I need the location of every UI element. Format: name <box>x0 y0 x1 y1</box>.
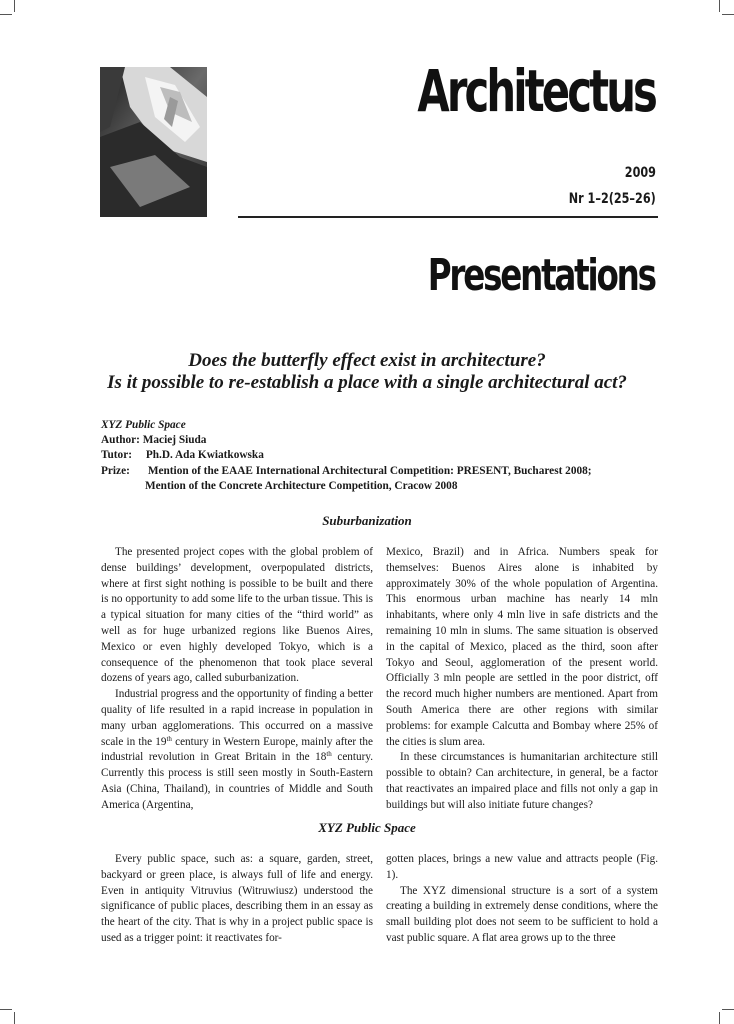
superscript: th <box>326 750 332 759</box>
crop-mark <box>14 0 15 12</box>
main-question <box>0 350 734 394</box>
journal-cover-photo <box>100 67 207 217</box>
suburbanization-right-column <box>386 545 658 814</box>
paragraph: Mexico, Brazil) and in Africa. Numbers speak for themselves: Buenos Aires alone is inhabited by approximately 30% of the whole population of Argentina. This enormous urban machine has nearly 14 mln inhabitants, where only 4 mln live in safe districts and the remaining 10 mln in slums. The same situation is observed in the capital of Mexico, placed as the third, soon after Tokyo and Seoul, agglomeration of the present world. Officially 3 mln people are settled in the poor district, off the record much higher numbers are mentioned. Apart from South America there are other regions with similar problems: for example Calcutta and Bombay where 25% of the cities is slum area. <box>386 546 658 748</box>
crop-mark <box>719 1012 720 1024</box>
journal-year: 2009 <box>624 165 656 181</box>
header-divider <box>238 216 658 218</box>
tutor-name: Ph.D. Ada Kwiatkowska <box>145 449 264 462</box>
tutor-label: Tutor: <box>101 449 132 462</box>
paragraph: The presented project copes with the global problem of dense buildings’ development, overpopulated districts, where at first sight nothing is possible to be built and there is no opportunity to add some life to the urban tissue. This is a typical situation for many cities of the “third world” as well as for huge urbanized regions like Buenos Aires, Mexico or even highly developed Tokyo, which is a consequence of the phenomenon that took place several dozens of years ago, called suburbanization. <box>101 546 373 685</box>
paragraph: Every public space, such as: a square, garden, street, backyard or green place, is always full of life and energy. Even in antiquity Vitruvius (Witruwiusz) understood the significance of public places, describing them in an essay as the heart of the city. That is why in a project public space is used as a trigger point: it reactivates for- <box>101 853 373 944</box>
heading-suburbanization: Suburbanization <box>322 513 412 528</box>
crop-mark <box>0 1009 12 1010</box>
paragraph <box>101 687 373 813</box>
crop-mark <box>722 14 734 15</box>
text-run: century in Western Europe, mainly after the industrial revolution in Great Britain in the 18 <box>101 735 373 764</box>
project-name: XYZ Public Space <box>101 419 186 431</box>
prize-text-1: Mention of the EAAE International Architectural Competition: PRESENT, Bucharest 2008; <box>147 464 592 477</box>
superscript: th <box>166 734 172 743</box>
section-title: Presentations <box>428 250 655 301</box>
heading-public-space: XYZ Public Space <box>318 820 416 835</box>
prize-row <box>101 464 592 479</box>
journal-title: Architectus <box>417 57 655 125</box>
prize-text-2: Mention of the Concrete Architecture Competition, Cracow 2008 <box>145 479 458 492</box>
crop-mark <box>0 14 12 15</box>
crop-mark <box>14 1012 15 1024</box>
public-space-right-column <box>386 852 658 947</box>
crop-mark <box>722 1009 734 1010</box>
author-name: Maciej Siuda <box>142 434 207 447</box>
prize-label: Prize: <box>101 464 130 477</box>
question-line-1: Does the butterfly effect exist in architecture? <box>188 350 546 371</box>
crop-mark <box>719 0 720 12</box>
journal-issue: Nr 1–2(25–26) <box>569 191 656 207</box>
text-run: Industrial progress and the opportunity of finding a better quality of life resulted in a rapid increase in population in many urban agglomerations. This occurred on a massive scale in the 19 <box>101 688 373 748</box>
suburbanization-left-column <box>101 545 373 814</box>
tutor-row <box>101 448 592 463</box>
question-line-2: Is it possible to re-establish a place with a single architectural act? <box>107 372 627 393</box>
project-credits <box>101 418 592 494</box>
author-row <box>101 433 592 448</box>
paragraph: gotten places, brings a new value and attracts people (Fig. 1). <box>386 853 658 881</box>
paragraph: The XYZ dimensional structure is a sort of a system creating a building in extremely dense conditions, where the small building plot does not seem to be sufficient to hold a vast public square. A flat area grows up to the three <box>386 884 658 944</box>
public-space-left-column <box>101 852 373 947</box>
paragraph: In these circumstances is humanitarian architecture still possible to obtain? Can architecture, in general, be a factor that reactivates an impaired place and fills not only a gap in buildings but will also initiate future changes? <box>386 751 658 811</box>
text-run: century. Currently this process is still seen mostly in South-Eastern Asia (China, Thailand), in countries of Middle and South America (Argentina, <box>101 751 373 811</box>
author-label: Author: <box>101 434 140 447</box>
